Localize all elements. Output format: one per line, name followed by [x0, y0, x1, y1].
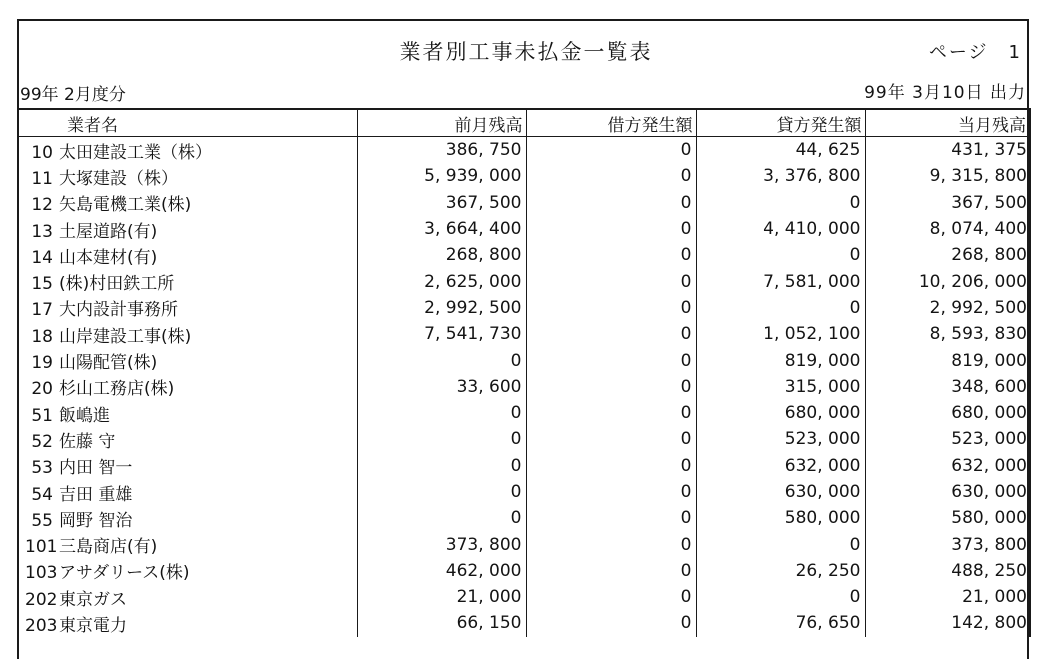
credit-cell: 632, 000 [696, 453, 865, 479]
vendor-cell [18, 216, 357, 242]
table-row [18, 163, 1030, 189]
credit-cell: 4, 410, 000 [696, 216, 865, 242]
column-header-prev-balance: 前月残高 [357, 109, 526, 137]
vendor-name: 三島商店(有) [59, 537, 158, 558]
credit-cell: 819, 000 [696, 347, 865, 373]
vendor-cell [18, 242, 357, 268]
vendor-code: 103 [25, 563, 58, 584]
debit-cell: 0 [526, 479, 696, 505]
vendor-code: 15 [31, 274, 53, 295]
credit-cell: 0 [696, 584, 865, 610]
vendor-code: 51 [31, 405, 53, 426]
current-balance-cell: 2, 992, 500 [865, 295, 1030, 321]
debit-cell: 0 [526, 295, 696, 321]
prev-balance-cell: 0 [357, 479, 526, 505]
prev-balance-cell: 2, 625, 000 [357, 268, 526, 294]
vendor-code: 10 [31, 142, 53, 163]
vendor-code: 14 [31, 247, 53, 268]
credit-cell: 76, 650 [696, 610, 865, 636]
vendor-code: 18 [31, 326, 53, 347]
vendor-cell [18, 426, 357, 452]
column-header-debit: 借方発生額 [526, 109, 696, 137]
credit-cell: 680, 000 [696, 400, 865, 426]
table-row [18, 610, 1030, 636]
table-row [18, 374, 1030, 400]
vendor-code: 55 [31, 510, 53, 531]
vendor-cell [18, 295, 357, 321]
vendor-cell [18, 558, 357, 584]
table-row [18, 584, 1030, 610]
debit-cell: 0 [526, 163, 696, 189]
current-balance-cell: 680, 000 [865, 400, 1030, 426]
prev-balance-cell: 0 [357, 347, 526, 373]
vendor-name: 佐藤 守 [59, 431, 116, 452]
prev-balance-cell: 66, 150 [357, 610, 526, 636]
vendor-cell [18, 347, 357, 373]
table-row [18, 347, 1030, 373]
vendor-cell [18, 610, 357, 636]
debit-cell: 0 [526, 426, 696, 452]
output-date: 99年 3月10日 出力 [864, 83, 1026, 103]
prev-balance-cell: 0 [357, 505, 526, 531]
table-body [18, 137, 1030, 637]
table-row [18, 321, 1030, 347]
current-balance-cell: 630, 000 [865, 479, 1030, 505]
vendor-name: 吉田 重雄 [59, 484, 133, 505]
credit-cell: 44, 625 [696, 137, 865, 164]
vendor-code: 54 [31, 484, 53, 505]
current-balance-cell: 142, 800 [865, 610, 1030, 636]
vendor-cell [18, 479, 357, 505]
prev-balance-cell: 268, 800 [357, 242, 526, 268]
column-header-credit: 貸方発生額 [696, 109, 865, 137]
vendor-name: アサダリース(株) [59, 563, 190, 584]
vendor-cell [18, 505, 357, 531]
credit-cell: 315, 000 [696, 374, 865, 400]
vendor-cell [18, 400, 357, 426]
vendor-code: 52 [31, 431, 53, 452]
vendor-code: 20 [31, 379, 53, 400]
table-row [18, 531, 1030, 557]
table-row [18, 295, 1030, 321]
current-balance-cell: 8, 074, 400 [865, 216, 1030, 242]
prev-balance-cell: 462, 000 [357, 558, 526, 584]
vendor-name: 岡野 智治 [59, 510, 133, 531]
vendor-code: 203 [25, 615, 58, 636]
table-row [18, 426, 1030, 452]
debit-cell: 0 [526, 374, 696, 400]
debit-cell: 0 [526, 531, 696, 557]
vendor-cell [18, 163, 357, 189]
current-balance-cell: 21, 000 [865, 584, 1030, 610]
current-balance-cell: 488, 250 [865, 558, 1030, 584]
current-balance-cell: 8, 593, 830 [865, 321, 1030, 347]
vendor-cell [18, 321, 357, 347]
prev-balance-cell: 0 [357, 426, 526, 452]
page-number: ページ 1 [928, 42, 1022, 63]
prev-balance-cell: 33, 600 [357, 374, 526, 400]
credit-cell: 630, 000 [696, 479, 865, 505]
column-header-vendor: 業者名 [18, 109, 357, 137]
current-balance-cell: 268, 800 [865, 242, 1030, 268]
debit-cell: 0 [526, 584, 696, 610]
report-period: 99年 2月度分 [20, 85, 126, 105]
current-balance-cell: 523, 000 [865, 426, 1030, 452]
vendor-code: 19 [31, 353, 53, 374]
prev-balance-cell: 5, 939, 000 [357, 163, 526, 189]
debit-cell: 0 [526, 347, 696, 373]
table-row [18, 268, 1030, 294]
current-balance-cell: 431, 375 [865, 137, 1030, 164]
report-title: 業者別工事未払金一覧表 [399, 40, 653, 64]
vendor-name: 山陽配管(株) [59, 353, 158, 374]
vendor-code: 11 [31, 168, 53, 189]
vendor-name: 山岸建設工事(株) [59, 326, 192, 347]
vendor-cell [18, 374, 357, 400]
prev-balance-cell: 0 [357, 453, 526, 479]
table-row [18, 400, 1030, 426]
credit-cell: 523, 000 [696, 426, 865, 452]
table-row [18, 242, 1030, 268]
table-row [18, 558, 1030, 584]
current-balance-cell: 9, 315, 800 [865, 163, 1030, 189]
prev-balance-cell: 2, 992, 500 [357, 295, 526, 321]
credit-cell: 1, 052, 100 [696, 321, 865, 347]
table-row [18, 137, 1030, 164]
table-row [18, 216, 1030, 242]
debit-cell: 0 [526, 190, 696, 216]
prev-balance-cell: 3, 664, 400 [357, 216, 526, 242]
vendor-name: 太田建設工業（株） [59, 142, 212, 163]
vendor-code: 53 [31, 458, 53, 479]
table-row [18, 505, 1030, 531]
debit-cell: 0 [526, 400, 696, 426]
credit-cell: 0 [696, 242, 865, 268]
credit-cell: 7, 581, 000 [696, 268, 865, 294]
table-row [18, 479, 1030, 505]
table-header-row [18, 109, 1030, 137]
vendor-name: 飯嶋進 [59, 405, 110, 426]
prev-balance-cell: 0 [357, 400, 526, 426]
debit-cell: 0 [526, 137, 696, 164]
debit-cell: 0 [526, 268, 696, 294]
vendor-code: 101 [25, 537, 58, 558]
debit-cell: 0 [526, 242, 696, 268]
vendor-cell [18, 453, 357, 479]
payables-table [17, 108, 1031, 637]
current-balance-cell: 10, 206, 000 [865, 268, 1030, 294]
vendor-name: 内田 智一 [59, 458, 133, 479]
vendor-code: 202 [25, 589, 58, 610]
debit-cell: 0 [526, 558, 696, 584]
vendor-code: 12 [31, 195, 53, 216]
current-balance-cell: 819, 000 [865, 347, 1030, 373]
credit-cell: 0 [696, 190, 865, 216]
current-balance-cell: 632, 000 [865, 453, 1030, 479]
current-balance-cell: 348, 600 [865, 374, 1030, 400]
prev-balance-cell: 21, 000 [357, 584, 526, 610]
vendor-name: 杉山工務店(株) [59, 379, 175, 400]
vendor-name: 東京電力 [59, 615, 127, 636]
debit-cell: 0 [526, 216, 696, 242]
vendor-cell [18, 268, 357, 294]
credit-cell: 0 [696, 295, 865, 321]
debit-cell: 0 [526, 505, 696, 531]
vendor-name: 土屋道路(有) [59, 221, 158, 242]
credit-cell: 0 [696, 531, 865, 557]
prev-balance-cell: 367, 500 [357, 190, 526, 216]
vendor-cell [18, 190, 357, 216]
vendor-cell [18, 531, 357, 557]
table-row [18, 453, 1030, 479]
table-row [18, 190, 1030, 216]
vendor-cell [18, 137, 357, 164]
vendor-code: 17 [31, 300, 53, 321]
vendor-name: 大内設計事務所 [59, 300, 178, 321]
vendor-name: 東京ガス [59, 589, 127, 610]
current-balance-cell: 367, 500 [865, 190, 1030, 216]
prev-balance-cell: 7, 541, 730 [357, 321, 526, 347]
debit-cell: 0 [526, 610, 696, 636]
credit-cell: 3, 376, 800 [696, 163, 865, 189]
vendor-name: 山本建材(有) [59, 247, 158, 268]
prev-balance-cell: 386, 750 [357, 137, 526, 164]
current-balance-cell: 580, 000 [865, 505, 1030, 531]
credit-cell: 26, 250 [696, 558, 865, 584]
current-balance-cell: 373, 800 [865, 531, 1030, 557]
vendor-code: 13 [31, 221, 53, 242]
column-header-current-balance: 当月残高 [865, 109, 1030, 137]
vendor-name: (株)村田鉄工所 [59, 274, 175, 295]
vendor-name: 矢島電機工業(株) [59, 195, 192, 216]
prev-balance-cell: 373, 800 [357, 531, 526, 557]
debit-cell: 0 [526, 453, 696, 479]
credit-cell: 580, 000 [696, 505, 865, 531]
debit-cell: 0 [526, 321, 696, 347]
vendor-cell [18, 584, 357, 610]
vendor-name: 大塚建設（株） [59, 168, 178, 189]
